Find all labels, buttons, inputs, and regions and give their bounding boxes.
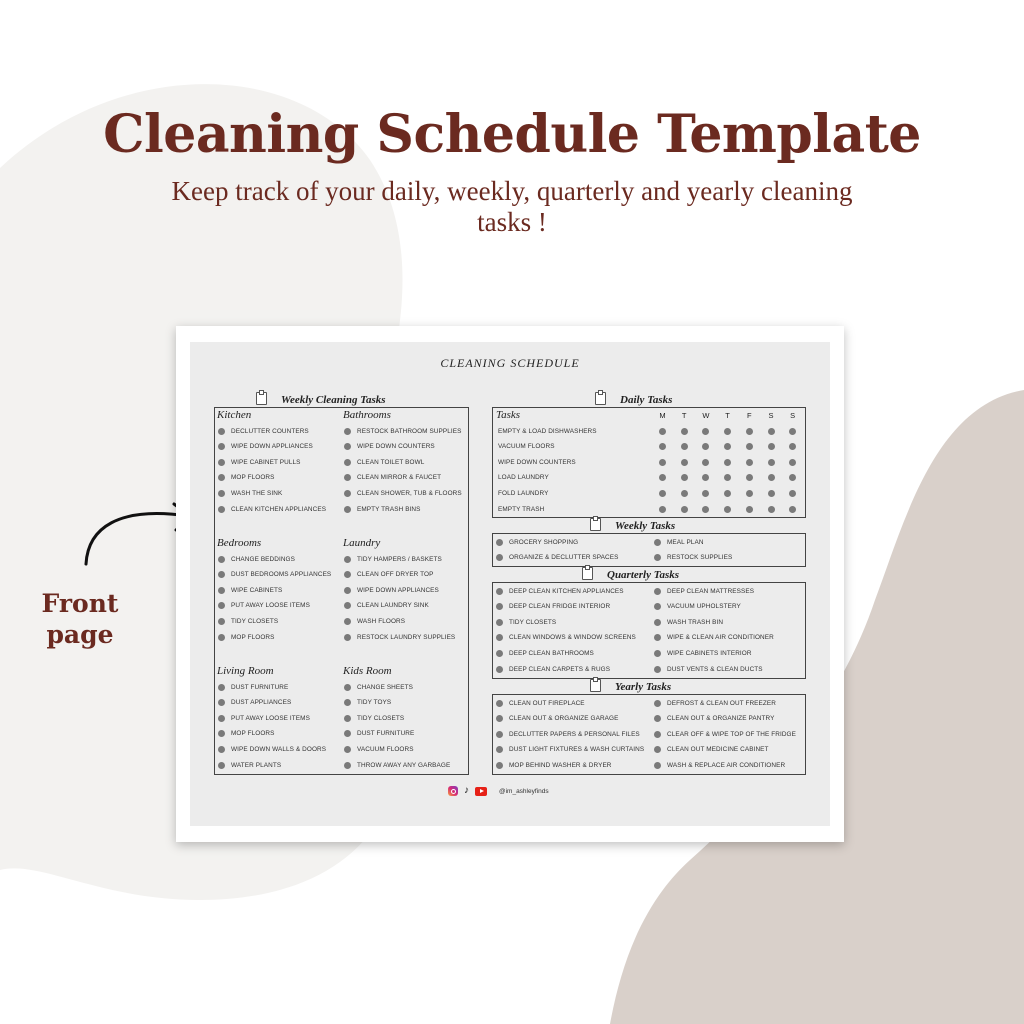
list-item-label: DECLUTTER PAPERS & PERSONAL FILES (509, 730, 640, 738)
bullet-icon (496, 731, 503, 738)
list-item (218, 568, 331, 582)
bullet-icon (218, 474, 225, 481)
list-item-label: CLEAN WINDOWS & WINDOW SCREENS (509, 634, 636, 642)
daily-tasks-title (595, 392, 672, 406)
category-title: Laundry (343, 537, 381, 549)
list-item (496, 712, 618, 726)
list-item-label: CLEAN KITCHEN APPLIANCES (231, 505, 327, 513)
bullet-icon (344, 618, 351, 625)
day-checkbox (768, 459, 775, 466)
list-item (654, 551, 732, 565)
day-checkbox (768, 490, 775, 497)
weekly-tasks-box (492, 533, 806, 567)
list-item (344, 696, 391, 710)
bullet-icon (218, 618, 225, 625)
list-item (344, 711, 404, 725)
list-item-label: CHANGE SHEETS (357, 683, 413, 691)
bullet-icon (496, 715, 503, 722)
daily-task-label: EMPTY & LOAD DISHWASHERS (498, 427, 597, 435)
day-checkbox (768, 506, 775, 513)
day-checkbox (681, 459, 688, 466)
day-checkbox (724, 459, 731, 466)
list-item-label: DUST FURNITURE (357, 730, 415, 738)
list-item (496, 600, 610, 614)
weekly-cleaning-box (214, 407, 469, 775)
list-item (654, 712, 774, 726)
bullet-icon (344, 443, 351, 450)
list-item (218, 742, 326, 756)
day-checkbox (746, 459, 753, 466)
list-item-label: THROW AWAY ANY GARBAGE (357, 761, 451, 769)
list-item-label: MOP BEHIND WASHER & DRYER (509, 761, 612, 769)
bullet-icon (344, 684, 351, 691)
bullet-icon (654, 762, 661, 769)
list-item (496, 743, 644, 757)
bullet-icon (654, 588, 661, 595)
day-checkbox (789, 428, 796, 435)
day-checkbox (702, 459, 709, 466)
list-item-label: DUST FURNITURE (231, 683, 289, 691)
list-item (654, 662, 763, 676)
day-checkbox (659, 474, 666, 481)
daily-tasks-box (492, 407, 806, 518)
day-header: S (790, 411, 796, 420)
list-item-label: VACUUM UPHOLSTERY (667, 603, 741, 611)
day-checkbox (724, 490, 731, 497)
bullet-icon (496, 762, 503, 769)
daily-task-label: VACUUM FLOORS (498, 443, 555, 451)
daily-tasks-title-text: Daily Tasks (620, 394, 673, 406)
list-item (344, 727, 414, 741)
list-item-label: WIPE DOWN APPLIANCES (231, 443, 313, 451)
day-header: T (725, 411, 730, 420)
day-checkbox (746, 443, 753, 450)
list-item (654, 646, 752, 660)
bullet-icon (218, 490, 225, 497)
bullet-icon (218, 459, 225, 466)
list-item (654, 600, 741, 614)
day-header: M (659, 411, 666, 420)
bullet-icon (344, 556, 351, 563)
list-item (218, 630, 275, 644)
front-page-label: Front page (41, 589, 119, 649)
list-item (496, 662, 610, 676)
bullet-icon (218, 556, 225, 563)
instagram-icon (448, 786, 458, 796)
category-title: Kids Room (343, 665, 392, 677)
list-item (218, 711, 310, 725)
list-item (654, 696, 776, 710)
bullet-icon (654, 700, 661, 707)
list-item (344, 630, 455, 644)
list-item (496, 631, 636, 645)
bullet-icon (344, 571, 351, 578)
day-checkbox (724, 506, 731, 513)
schedule-sheet (176, 326, 844, 842)
list-item-label: WATER PLANTS (231, 761, 282, 769)
day-checkbox (681, 443, 688, 450)
list-item (496, 696, 585, 710)
list-item (218, 583, 282, 597)
list-item-label: CLEAN OUT MEDICINE CABINET (667, 746, 769, 754)
day-checkbox (659, 443, 666, 450)
day-checkbox (746, 474, 753, 481)
list-item (344, 486, 462, 500)
bullet-icon (496, 619, 503, 626)
day-checkbox (702, 443, 709, 450)
list-item (344, 568, 433, 582)
bullet-icon (218, 762, 225, 769)
list-item-label: TIDY HAMPERS / BASKETS (357, 555, 442, 563)
bullet-icon (496, 603, 503, 610)
bullet-icon (218, 684, 225, 691)
day-header: W (702, 411, 710, 420)
daily-task-label: LOAD LAUNDRY (498, 474, 549, 482)
list-item (654, 758, 785, 772)
bullet-icon (218, 730, 225, 737)
bullet-icon (654, 619, 661, 626)
bullet-icon (218, 746, 225, 753)
bullet-icon (218, 587, 225, 594)
day-checkbox (746, 506, 753, 513)
social-handle: @im_ashleyfinds (499, 787, 549, 795)
list-item-label: MOP FLOORS (231, 730, 275, 738)
bullet-icon (654, 650, 661, 657)
bullet-icon (344, 762, 351, 769)
day-checkbox (746, 490, 753, 497)
bullet-icon (496, 554, 503, 561)
day-checkbox (746, 428, 753, 435)
daily-task-label: FOLD LAUNDRY (498, 489, 549, 497)
clipboard-icon (590, 518, 601, 531)
list-item (218, 727, 275, 741)
bullet-icon (218, 571, 225, 578)
bullet-icon (344, 699, 351, 706)
list-item-label: TIDY TOYS (357, 699, 392, 707)
list-item-label: CLEAN LAUNDRY SINK (357, 602, 429, 610)
list-item (654, 727, 796, 741)
day-checkbox (659, 506, 666, 513)
list-item (496, 646, 594, 660)
list-item (344, 614, 405, 628)
list-item (218, 486, 282, 500)
bullet-icon (344, 459, 351, 466)
list-item-label: EMPTY TRASH BINS (357, 505, 421, 513)
day-checkbox (702, 506, 709, 513)
social-footer (448, 785, 549, 797)
bullet-icon (496, 700, 503, 707)
bullet-icon (344, 490, 351, 497)
list-item (344, 599, 429, 613)
day-checkbox (724, 428, 731, 435)
list-item-label: PUT AWAY LOOSE ITEMS (231, 602, 310, 610)
bullet-icon (218, 699, 225, 706)
list-item-label: VACUUM FLOORS (357, 745, 414, 753)
list-item-label: DEEP CLEAN KITCHEN APPLIANCES (509, 587, 624, 595)
category-title: Bedrooms (217, 537, 262, 549)
list-item-label: TIDY CLOSETS (231, 617, 279, 625)
quarterly-tasks-title (582, 567, 679, 581)
bullet-icon (496, 746, 503, 753)
list-item (496, 551, 618, 565)
list-item (218, 455, 301, 469)
list-item (344, 680, 413, 694)
list-item-label: WASH FLOORS (357, 617, 406, 625)
day-checkbox (702, 490, 709, 497)
list-item-label: DUST APPLIANCES (231, 699, 292, 707)
bullet-icon (344, 428, 351, 435)
list-item-label: WIPE DOWN COUNTERS (357, 443, 435, 451)
list-item (344, 758, 450, 772)
list-item-label: RESTOCK SUPPLIES (667, 554, 733, 561)
list-item (218, 471, 275, 485)
list-item (218, 696, 291, 710)
list-item (344, 502, 421, 516)
list-item-label: WIPE CABINETS (231, 586, 283, 594)
day-checkbox (681, 490, 688, 497)
yearly-tasks-title (590, 679, 671, 693)
day-checkbox (724, 474, 731, 481)
list-item (496, 584, 624, 598)
list-item-label: DECLUTTER COUNTERS (231, 427, 309, 435)
bullet-icon (218, 506, 225, 513)
list-item-label: WIPE DOWN WALLS & DOORS (231, 745, 327, 753)
day-checkbox (659, 490, 666, 497)
weekly-tasks-title-text: Weekly Tasks (615, 520, 676, 532)
day-checkbox (789, 443, 796, 450)
bullet-icon (654, 666, 661, 673)
list-item-label: TIDY CLOSETS (357, 714, 405, 722)
list-item-label: ORGANIZE & DECLUTTER SPACES (509, 554, 619, 561)
list-item-label: CLEAR OFF & WIPE TOP OF THE FRIDGE (667, 730, 796, 738)
list-item-label: TIDY CLOSETS (509, 618, 557, 626)
day-checkbox (681, 428, 688, 435)
list-item-label: DEFROST & CLEAN OUT FREEZER (667, 699, 776, 707)
bullet-icon (344, 715, 351, 722)
list-item-label: WIPE DOWN APPLIANCES (357, 586, 439, 594)
list-item-label: WASH TRASH BIN (667, 618, 724, 626)
bullet-icon (344, 746, 351, 753)
day-checkbox (681, 506, 688, 513)
list-item-label: CLEAN OUT & ORGANIZE PANTRY (667, 715, 775, 723)
list-item-label: CHANGE BEDDINGS (231, 555, 295, 563)
daily-task-label: WIPE DOWN COUNTERS (498, 458, 576, 466)
list-item-label: CLEAN SHOWER, TUB & FLOORS (357, 489, 462, 497)
bullet-icon (344, 474, 351, 481)
clipboard-icon (590, 679, 601, 692)
list-item (654, 631, 774, 645)
tasks-header: Tasks (496, 409, 521, 421)
list-item-label: WIPE CABINETS INTERIOR (667, 649, 752, 657)
bullet-icon (344, 602, 351, 609)
list-item-label: PUT AWAY LOOSE ITEMS (231, 714, 310, 722)
category-title: Kitchen (217, 409, 252, 421)
bullet-icon (218, 443, 225, 450)
bullet-icon (218, 634, 225, 641)
hero-subtitle: Keep track of your daily, weekly, quarterly and yearly cleaning tasks ! (171, 176, 853, 237)
list-item (218, 552, 295, 566)
day-checkbox (789, 506, 796, 513)
list-item-label: DUST BEDROOMS APPLIANCES (231, 571, 332, 579)
list-item-label: RESTOCK BATHROOM SUPPLIES (357, 427, 462, 435)
bullet-icon (344, 634, 351, 641)
bullet-icon (654, 634, 661, 641)
bullet-icon (496, 634, 503, 641)
list-item (344, 742, 414, 756)
tiktok-icon: ♪ (464, 785, 469, 796)
list-item-label: RESTOCK LAUNDRY SUPPLIES (357, 633, 456, 641)
weekly-cleaning-title-text: Weekly Cleaning Tasks (281, 394, 386, 406)
list-item (344, 424, 462, 438)
clipboard-icon (256, 392, 267, 405)
list-item (218, 502, 326, 516)
bullet-icon (654, 731, 661, 738)
yearly-tasks-title-text: Yearly Tasks (615, 681, 672, 693)
day-checkbox (789, 490, 796, 497)
day-checkbox (702, 428, 709, 435)
hero-title: Cleaning Schedule Template (103, 104, 921, 165)
bullet-icon (218, 428, 225, 435)
day-checkbox (659, 428, 666, 435)
day-checkbox (768, 443, 775, 450)
category-title: Living Room (217, 665, 274, 677)
list-item-label: MOP FLOORS (231, 633, 275, 641)
list-item-label: CLEAN OUT & ORGANIZE GARAGE (509, 715, 619, 723)
youtube-icon (475, 787, 487, 796)
day-checkbox (659, 459, 666, 466)
list-item-label: GROCERY SHOPPING (509, 538, 579, 546)
day-checkbox (789, 474, 796, 481)
list-item (218, 440, 313, 454)
bullet-icon (218, 602, 225, 609)
list-item (218, 614, 278, 628)
bullet-icon (218, 715, 225, 722)
list-item-label: DEEP CLEAN CARPETS & RUGS (509, 665, 611, 673)
list-item-label: WASH & REPLACE AIR CONDITIONER (667, 761, 786, 769)
list-item-label: MEAL PLAN (667, 538, 704, 546)
weekly-cleaning-title (256, 392, 386, 406)
list-item (496, 758, 612, 772)
category-title: Bathrooms (343, 409, 391, 421)
quarterly-tasks-title-text: Quarterly Tasks (607, 569, 680, 581)
sheet-title: CLEANING SCHEDULE (440, 356, 580, 370)
bullet-icon (496, 650, 503, 657)
list-item-label: WASH THE SINK (231, 489, 283, 497)
list-item (218, 758, 281, 772)
day-checkbox (681, 474, 688, 481)
day-header: F (747, 411, 752, 420)
list-item-label: CLEAN TOILET BOWL (357, 458, 425, 466)
list-item (218, 599, 310, 613)
bullet-icon (654, 746, 661, 753)
list-item-label: DEEP CLEAN FRIDGE INTERIOR (509, 603, 611, 611)
list-item (654, 584, 754, 598)
clipboard-icon (595, 392, 606, 405)
list-item-label: WIPE CABINET PULLS (231, 458, 301, 466)
sheet-inner (190, 342, 830, 826)
list-item-label: DEEP CLEAN BATHROOMS (509, 649, 594, 657)
list-item-label: CLEAN MIRROR & FAUCET (357, 474, 442, 482)
list-item (496, 615, 556, 629)
list-item (218, 680, 288, 694)
list-item (344, 471, 441, 485)
bullet-icon (496, 588, 503, 595)
bullet-icon (654, 539, 661, 546)
day-checkbox (768, 428, 775, 435)
day-checkbox (789, 459, 796, 466)
bullet-icon (344, 587, 351, 594)
list-item (496, 727, 640, 741)
bullet-icon (654, 603, 661, 610)
day-header: T (681, 411, 687, 420)
list-item-label: CLEAN OUT FIREPLACE (509, 699, 585, 707)
list-item (654, 535, 704, 549)
bullet-icon (344, 506, 351, 513)
bullet-icon (496, 666, 503, 673)
daily-task-label: EMPTY TRASH (498, 505, 545, 513)
weekly-tasks-title (590, 518, 675, 532)
day-checkbox (702, 474, 709, 481)
list-item (344, 455, 424, 469)
list-item-label: MOP FLOORS (231, 474, 275, 482)
list-item-label: CLEAN OFF DRYER TOP (357, 571, 434, 579)
list-item (654, 615, 723, 629)
list-item-label: DUST LIGHT FIXTURES & WASH CURTAINS (509, 746, 645, 754)
list-item-label: DEEP CLEAN MATTRESSES (667, 587, 755, 595)
list-item (344, 583, 439, 597)
bullet-icon (654, 715, 661, 722)
list-item (344, 440, 435, 454)
yearly-tasks-box (492, 694, 806, 775)
bullet-icon (344, 730, 351, 737)
clipboard-icon (582, 567, 593, 580)
day-checkbox (768, 474, 775, 481)
day-header: S (768, 411, 774, 420)
bullet-icon (654, 554, 661, 561)
list-item (344, 552, 442, 566)
list-item (496, 535, 578, 549)
bullet-icon (496, 539, 503, 546)
list-item (654, 743, 769, 757)
list-item-label: DUST VENTS & CLEAN DUCTS (667, 665, 763, 673)
list-item (218, 424, 309, 438)
day-checkbox (724, 443, 731, 450)
list-item-label: WIPE & CLEAN AIR CONDITIONER (667, 634, 774, 642)
quarterly-tasks-box (492, 582, 806, 679)
